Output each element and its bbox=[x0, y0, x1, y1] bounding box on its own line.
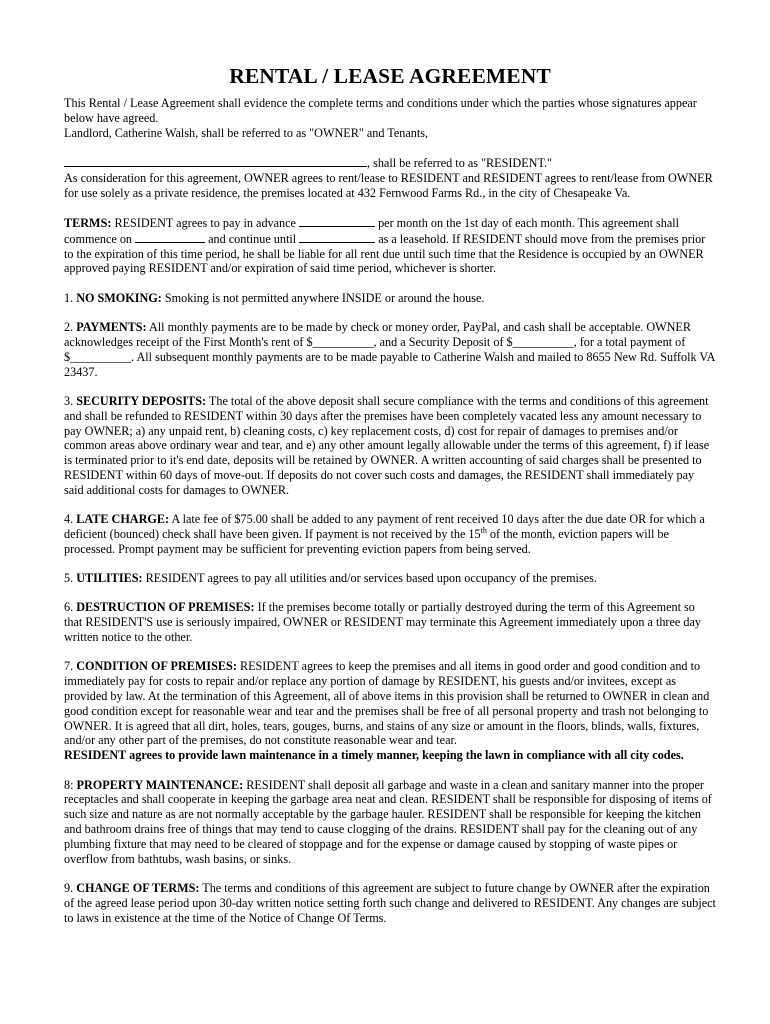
rent-amount-blank[interactable] bbox=[299, 215, 375, 227]
section-number: 1. bbox=[64, 290, 77, 305]
terms-paragraph bbox=[64, 215, 716, 276]
spacer bbox=[64, 200, 716, 215]
section-heading: LATE CHARGE: bbox=[76, 512, 170, 527]
spacer bbox=[64, 140, 716, 155]
section-text: , for a total payment of $ bbox=[64, 334, 686, 364]
spacer bbox=[64, 306, 716, 321]
section-1 bbox=[64, 291, 716, 306]
spacer bbox=[64, 556, 716, 571]
terms-text-4: as a leasehold. If RESIDENT should move from the premises prior to the expiration of this time period, he shall be liable for all rent due until such time that the Residence is occupied by an OWNER approved paying RESIDENT and/or expiration of said time period, whichever is shorter. bbox=[64, 231, 706, 276]
section-text: of the month, eviction papers will be processed. Prompt payment may be sufficient for preventing eviction papers from being served. bbox=[64, 526, 669, 556]
section-text: All monthly payments are to be made by check or money order, PayPal, and cash shall be acceptable. OWNER acknowledges receipt of the First Month's rent of $ bbox=[64, 320, 692, 349]
spacer bbox=[64, 866, 716, 881]
section-5 bbox=[64, 571, 716, 586]
section-number: 2. bbox=[64, 320, 77, 335]
terms-text-1: RESIDENT agrees to pay in advance bbox=[111, 215, 300, 230]
section-heading: NO SMOKING: bbox=[76, 290, 162, 305]
section-text: RESIDENT agrees to pay all utilities and/or services based upon occupancy of the premises. bbox=[142, 571, 597, 586]
spacer bbox=[64, 586, 716, 601]
section-4 bbox=[64, 512, 716, 556]
section-2 bbox=[64, 320, 716, 379]
first-month-rent-blank[interactable]: __________ bbox=[312, 334, 374, 349]
spacer bbox=[64, 379, 716, 394]
resident-name-blank[interactable] bbox=[64, 155, 367, 167]
section-number: 6. bbox=[64, 600, 77, 615]
intro-line-2: Landlord, Catherine Walsh, shall be referred to as "OWNER" and Tenants, bbox=[64, 125, 429, 140]
intro-paragraph bbox=[64, 96, 716, 140]
section-number: 9. bbox=[64, 881, 77, 895]
section-number: 7. bbox=[64, 659, 77, 674]
section-heading: CHANGE OF TERMS: bbox=[76, 881, 200, 895]
lawn-maintenance-clause: RESIDENT agrees to provide lawn maintenance in a timely manner, keeping the lawn in compliance with all city codes. bbox=[64, 748, 684, 763]
resident-line bbox=[64, 155, 716, 200]
section-number: 8: bbox=[64, 777, 77, 792]
end-date-blank[interactable] bbox=[299, 231, 375, 243]
section-9 bbox=[64, 881, 716, 925]
section-3 bbox=[64, 394, 716, 498]
section-8 bbox=[64, 778, 716, 867]
section-heading: DESTRUCTION OF PREMISES: bbox=[76, 600, 255, 615]
security-deposit-blank[interactable]: __________ bbox=[512, 334, 574, 349]
intro-line-1: This Rental / Lease Agreement shall evidence the complete terms and conditions under which the parties whose signatures appear below have agreed. bbox=[64, 96, 697, 125]
section-text: RESIDENT agrees to keep the premises and all items in good order and good condition and to immediately pay for costs to repair and/or replace any portion of damage by RESIDENT, his guests and/or invitees, except as provided by law. At the termination of this Agreement, all of above items in this provision shall be returned to OWNER in clean and good condition except for reasonable wear and tear and the premises shall be free of all personal property and trash not belonging to OWNER. It is agreed that all dirt, holes, tears, gouges, burns, and stains of any size or amount in the floors, blinds, walls, fixtures, and/or any other part of the premises, do not constitute reasonable wear and tear. bbox=[64, 659, 710, 748]
section-text: A late fee of $75.00 shall be added to any payment of rent received 10 days after the due date OR for which a deficient (bounced) check shall have been given. If payment is not received by the 15 bbox=[64, 512, 705, 541]
section-number: 5. bbox=[64, 571, 77, 586]
section-text: RESIDENT shall deposit all garbage and waste in a clean and sanitary manner into the proper receptacles and shall cooperate in keeping the garbage area neat and clean. RESIDENT shall be responsible for disposing of items of such size and nature as are not normally acceptable by the garbage hauler. RESIDENT shall be responsible for keeping the kitchen and bathroom drains free of things that may tend to cause clogging of the drains. RESIDENT shall pay for the cleaning out of any plumbing fixture that may need to be cleared of stoppage and for the expense or damage caused by stopping of waste pipes or overflow from bathtubs, wash basins, or sinks. bbox=[64, 777, 712, 866]
spacer bbox=[64, 763, 716, 778]
terms-text-2: per month on the 1st day of each month. This agreement shall commence on bbox=[64, 215, 680, 246]
resident-line-text: , shall be referred to as "RESIDENT." bbox=[367, 155, 553, 170]
spacer bbox=[64, 645, 716, 660]
section-heading: PROPERTY MAINTENANCE: bbox=[76, 777, 244, 792]
ordinal-suffix: th bbox=[480, 525, 487, 535]
consideration-text: As consideration for this agreement, OWNER agrees to rent/lease to RESIDENT and RESIDENT agrees to rent/lease from OWNER for use solely as a private residence, the premises located at 432 Fernwood Farms Rd., in the city of Chesapeake Va. bbox=[64, 170, 713, 200]
section-heading: UTILITIES: bbox=[76, 571, 143, 586]
terms-text-3: and continue until bbox=[205, 231, 300, 246]
terms-heading: TERMS: bbox=[64, 215, 112, 230]
section-text: The terms and conditions of this agreement are subject to future change by OWNER after the expiration of the agreed lease period upon 30-day written notice setting forth such change and delivered to RESIDENT. Any changes are subject to laws in existence at the time of the Notice of Change Of Terms. bbox=[64, 881, 716, 925]
section-heading: PAYMENTS: bbox=[76, 320, 147, 335]
total-payment-blank[interactable]: __________ bbox=[70, 349, 132, 364]
section-text: The total of the above deposit shall secure compliance with the terms and conditions of this agreement and shall be refunded to RESIDENT within 30 days after the premises have been completely vacated less any amount necessary to pay OWNER; a) any unpaid rent, b) cleaning costs, c) key replacement costs, d) cost for repair of damages to premises and/or common areas above ordinary wear and tear, and e) any other amount legally allowable under the terms of this agreement, f) if lease is terminated prior to it's end date, deposits will be retained by OWNER. A written accounting of said charges shall be presented to RESIDENT within 60 days of move-out. If deposits do not cover such costs and damages, the RESIDENT shall immediately pay said additional costs for damages to OWNER. bbox=[64, 393, 710, 497]
commence-date-blank[interactable] bbox=[135, 231, 205, 243]
section-7 bbox=[64, 659, 716, 763]
document-page bbox=[64, 64, 716, 925]
section-text: , and a Security Deposit of $ bbox=[373, 334, 513, 349]
section-text: Smoking is not permitted anywhere INSIDE or around the house. bbox=[161, 290, 485, 305]
section-heading: CONDITION OF PREMISES: bbox=[76, 659, 237, 674]
section-number: 3. bbox=[64, 393, 77, 408]
section-text: . All subsequent monthly payments are to be made payable to Catherine Walsh and mailed to 8655 New Rd. Suffolk VA 23437. bbox=[64, 349, 715, 379]
spacer bbox=[64, 276, 716, 291]
section-heading: SECURITY DEPOSITS: bbox=[76, 393, 207, 408]
section-text: If the premises become totally or partially destroyed during the term of this Agreement so that RESIDENT'S use is seriously impaired, OWNER or RESIDENT may terminate this Agreement immediately upon a three day written notice to the other. bbox=[64, 600, 701, 645]
spacer bbox=[64, 498, 716, 513]
section-6 bbox=[64, 600, 716, 644]
section-number: 4. bbox=[64, 512, 77, 527]
document-title: RENTAL / LEASE AGREEMENT bbox=[229, 64, 551, 88]
